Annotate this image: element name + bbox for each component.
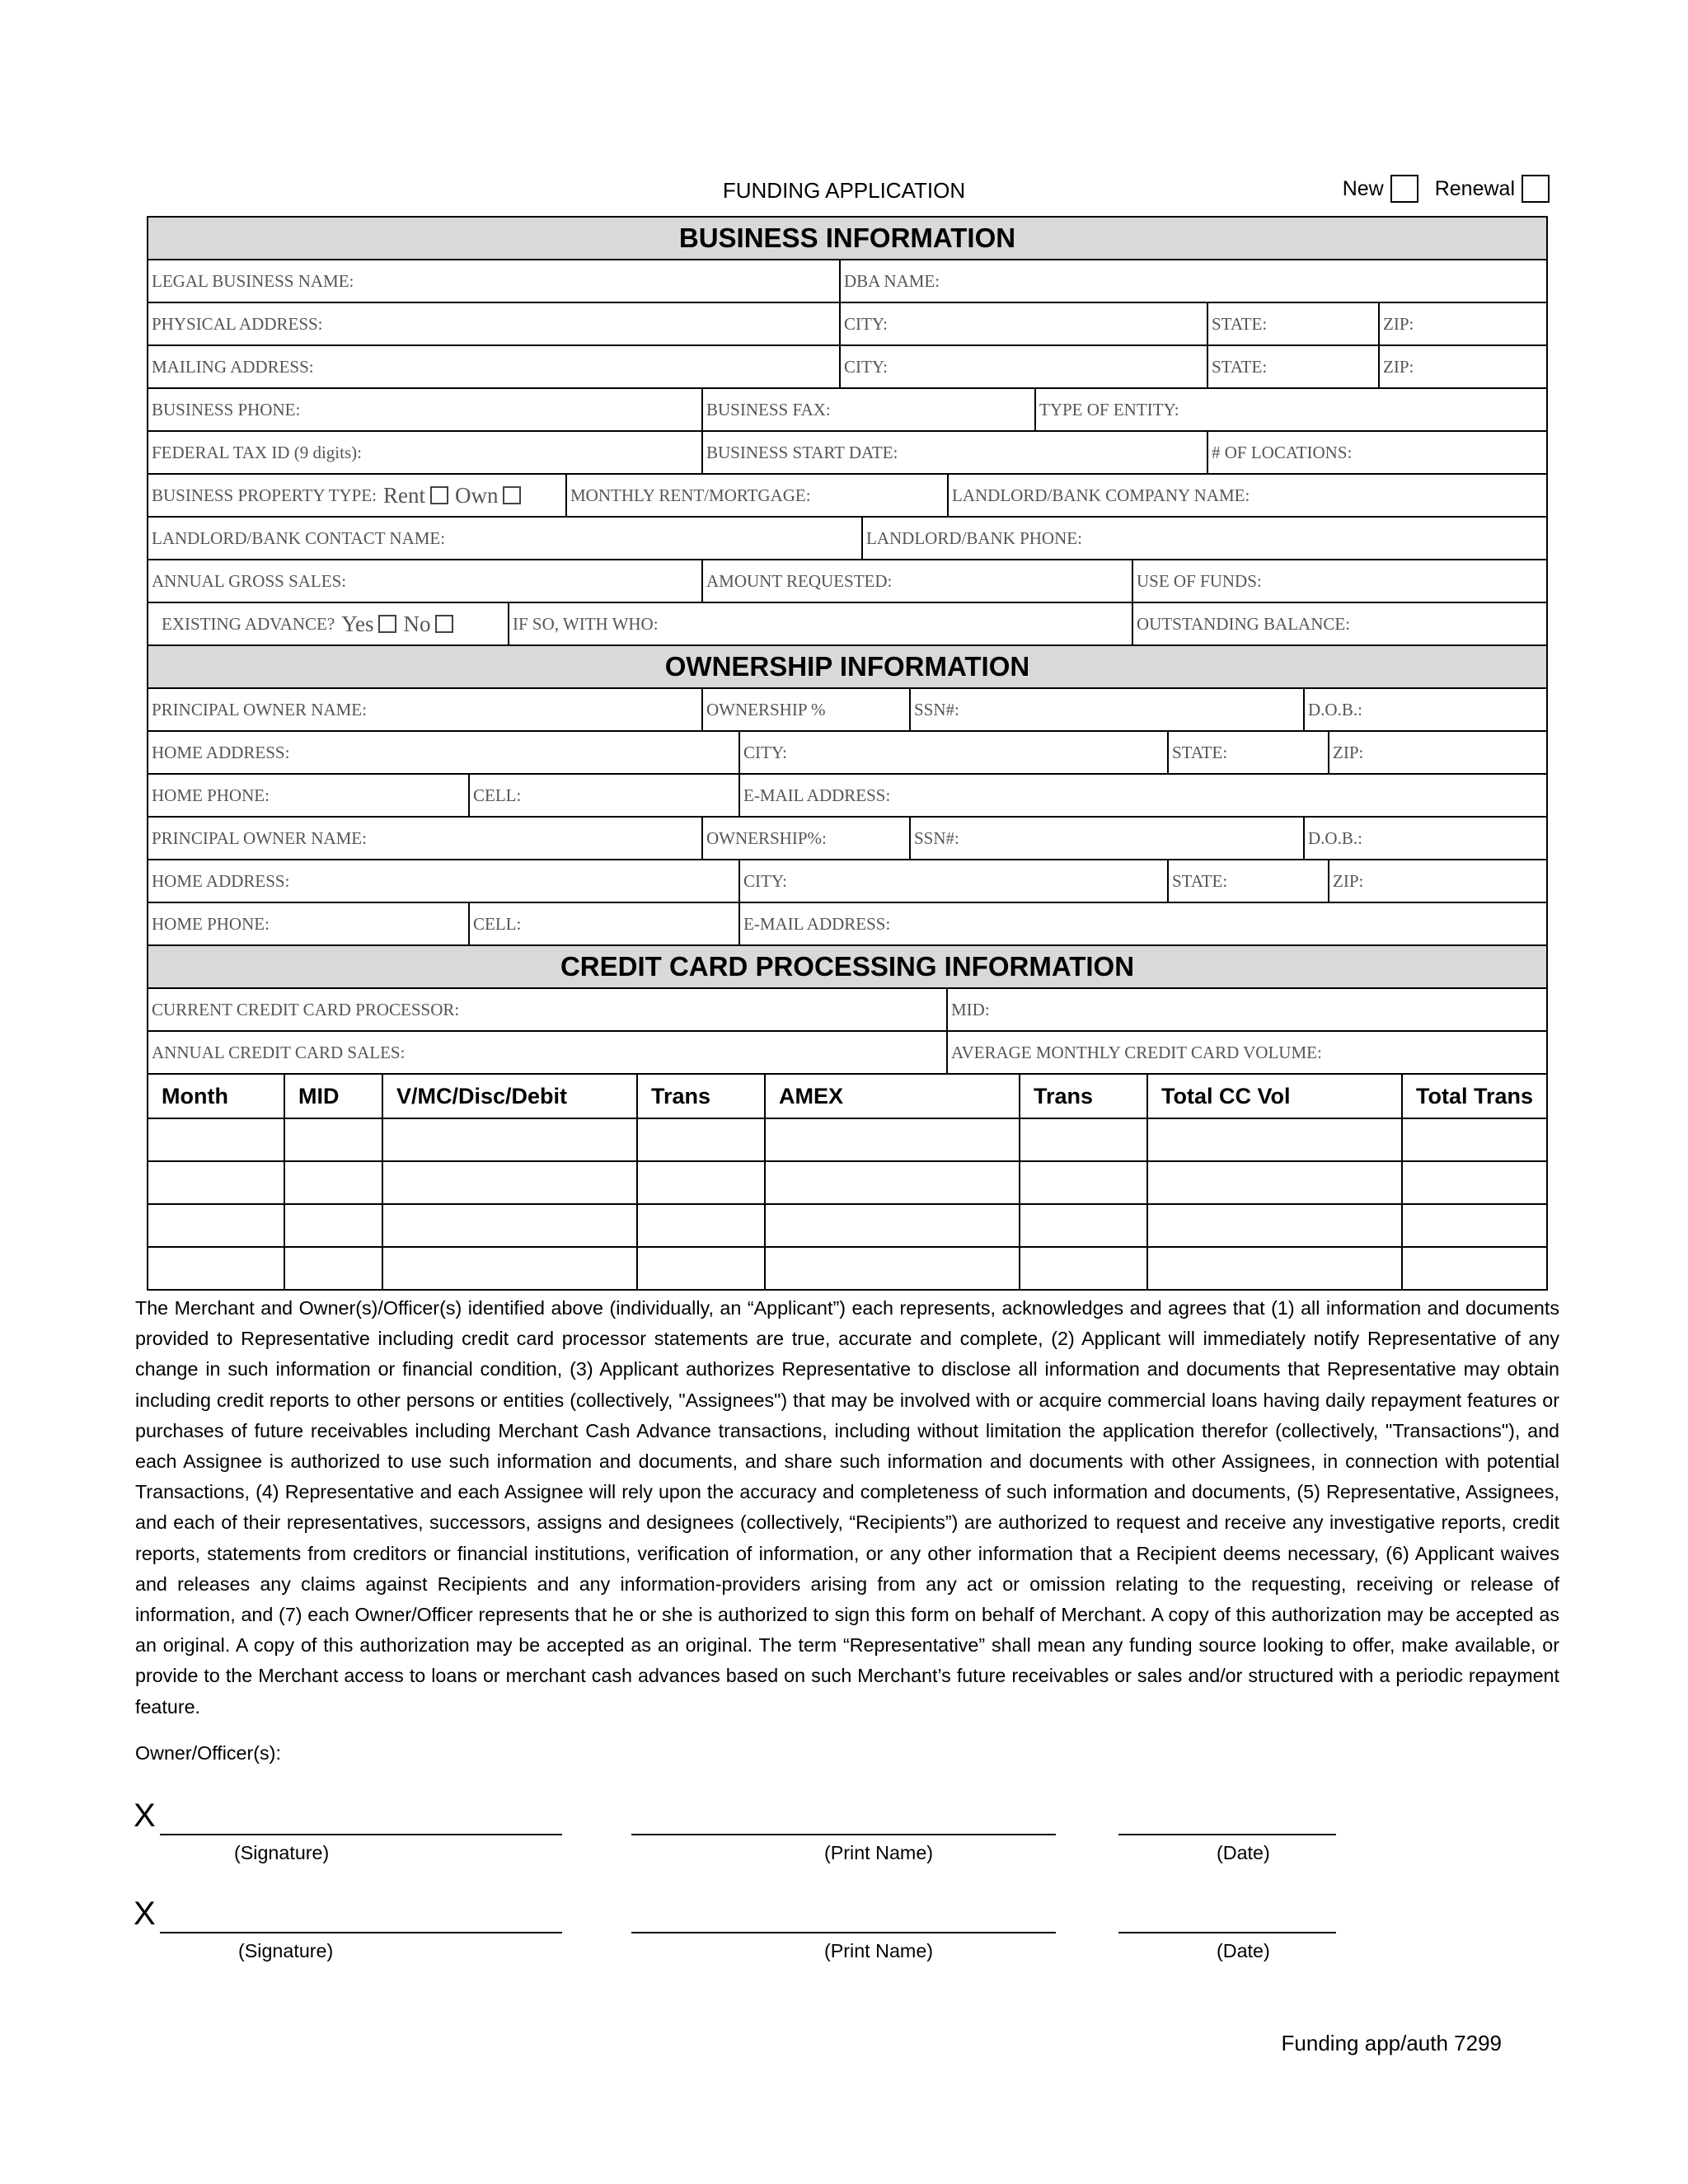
- rent-label: Rent: [382, 482, 425, 508]
- email-field-1[interactable]: E-MAIL ADDRESS:: [738, 775, 1546, 816]
- federal-tax-id-field[interactable]: FEDERAL TAX ID (9 digits):: [152, 442, 362, 462]
- table-cell[interactable]: [1019, 1248, 1146, 1289]
- yes-checkbox[interactable]: [378, 615, 396, 633]
- table-cell[interactable]: [636, 1248, 764, 1289]
- no-label: No: [403, 611, 431, 636]
- col-amex: AMEX: [764, 1075, 1019, 1118]
- table-cell[interactable]: [382, 1205, 636, 1246]
- landlord-company-field[interactable]: LANDLORD/BANK COMPANY NAME:: [947, 475, 1546, 516]
- cell-field-2[interactable]: CELL:: [468, 903, 738, 944]
- print-name-caption-2: (Print Name): [824, 1940, 934, 1961]
- table-cell[interactable]: [764, 1248, 1019, 1289]
- col-mid: MID: [284, 1075, 382, 1118]
- footer-form-code: Funding app/auth 7299: [1281, 2031, 1502, 2055]
- physical-state-field[interactable]: STATE:: [1207, 303, 1378, 344]
- home-phone-field-2[interactable]: HOME PHONE:: [152, 913, 270, 934]
- table-cell[interactable]: [636, 1119, 764, 1160]
- table-cell[interactable]: [764, 1119, 1019, 1160]
- processing-table: [148, 1073, 1546, 1291]
- table-cell[interactable]: [148, 1119, 284, 1160]
- table-cell[interactable]: [284, 1162, 382, 1203]
- principal-owner-name-field-2[interactable]: PRINCIPAL OWNER NAME:: [152, 827, 367, 848]
- mailing-zip-field[interactable]: ZIP:: [1378, 346, 1546, 387]
- date-line-1[interactable]: [1118, 1834, 1336, 1835]
- table-cell[interactable]: [148, 1205, 284, 1246]
- table-row: [148, 1118, 1546, 1160]
- existing-advance-field: [148, 603, 508, 644]
- table-cell[interactable]: [382, 1248, 636, 1289]
- table-cell[interactable]: [382, 1162, 636, 1203]
- dba-name-field[interactable]: DBA NAME:: [839, 260, 1546, 302]
- table-cell[interactable]: [636, 1205, 764, 1246]
- table-cell[interactable]: [764, 1162, 1019, 1203]
- date-line-2[interactable]: [1118, 1932, 1336, 1933]
- table-cell[interactable]: [1019, 1162, 1146, 1203]
- city-field-1[interactable]: CITY:: [738, 732, 1167, 773]
- renewal-label: Renewal: [1434, 176, 1515, 200]
- mailing-address-field[interactable]: MAILING ADDRESS:: [152, 356, 314, 377]
- dob-field-2[interactable]: D.O.B.:: [1303, 818, 1546, 859]
- city-field-2[interactable]: CITY:: [738, 860, 1167, 902]
- signature-caption-1: (Signature): [234, 1842, 330, 1863]
- signature-x-mark-1: X: [134, 1797, 156, 1834]
- property-type-label: BUSINESS PROPERTY TYPE:: [152, 485, 377, 505]
- table-cell[interactable]: [1019, 1119, 1146, 1160]
- table-cell[interactable]: [148, 1162, 284, 1203]
- zip-field-1[interactable]: ZIP:: [1328, 732, 1546, 773]
- state-field-2[interactable]: STATE:: [1167, 860, 1328, 902]
- num-locations-field[interactable]: # OF LOCATIONS:: [1207, 432, 1546, 473]
- ownership-pct-field-2[interactable]: OWNERSHIP%:: [701, 818, 909, 859]
- table-row: [148, 1203, 1546, 1246]
- table-cell[interactable]: [1401, 1162, 1546, 1203]
- landlord-contact-field[interactable]: LANDLORD/BANK CONTACT NAME:: [152, 527, 446, 548]
- landlord-phone-field[interactable]: LANDLORD/BANK PHONE:: [861, 518, 1546, 559]
- dob-field-1[interactable]: D.O.B.:: [1303, 689, 1546, 730]
- annual-cc-sales-field[interactable]: ANNUAL CREDIT CARD SALES:: [152, 1042, 406, 1062]
- table-cell[interactable]: [284, 1205, 382, 1246]
- business-fax-field[interactable]: BUSINESS FAX:: [701, 389, 1034, 430]
- signature-line-2[interactable]: [160, 1932, 562, 1933]
- print-name-caption-1: (Print Name): [824, 1842, 934, 1863]
- state-field-1[interactable]: STATE:: [1167, 732, 1328, 773]
- print-name-line-1[interactable]: [631, 1834, 1056, 1835]
- own-label: Own: [454, 482, 499, 508]
- ssn-field-2[interactable]: SSN#:: [909, 818, 1303, 859]
- physical-address-field[interactable]: PHYSICAL ADDRESS:: [152, 313, 323, 334]
- legal-business-name-field[interactable]: LEGAL BUSINESS NAME:: [152, 270, 354, 291]
- table-cell[interactable]: [1146, 1162, 1401, 1203]
- col-trans-1: Trans: [636, 1075, 764, 1118]
- table-cell[interactable]: [148, 1248, 284, 1289]
- yes-label: Yes: [341, 611, 374, 636]
- type-of-entity-field[interactable]: TYPE OF ENTITY:: [1034, 389, 1546, 430]
- table-row: [148, 1246, 1546, 1289]
- col-total-cc-vol: Total CC Vol: [1146, 1075, 1401, 1118]
- physical-city-field[interactable]: CITY:: [839, 303, 1207, 344]
- avg-monthly-volume-field[interactable]: AVERAGE MONTHLY CREDIT CARD VOLUME:: [946, 1032, 1546, 1073]
- col-month: Month: [162, 1083, 228, 1108]
- table-cell[interactable]: [1146, 1248, 1401, 1289]
- physical-zip-field[interactable]: ZIP:: [1378, 303, 1546, 344]
- table-cell[interactable]: [1146, 1205, 1401, 1246]
- col-trans-2: Trans: [1019, 1075, 1146, 1118]
- cell-field-1[interactable]: CELL:: [468, 775, 738, 816]
- form-title: FUNDING APPLICATION: [722, 178, 966, 203]
- owner-officer-label: Owner/Officer(s):: [135, 1742, 281, 1764]
- processing-table-header: [148, 1075, 1546, 1118]
- home-address-field-1[interactable]: HOME ADDRESS:: [152, 742, 290, 762]
- authorization-text: The Merchant and Owner(s)/Officer(s) identified above (individually, an “Applicant”) each represents, acknowledges and agrees that (1) all information and documents provided to Representative including credit card processor statements are true, accurate and complete, (2) Applicant will immediately notify Representative of any change in such information or financial condition, (3) Applicant authorizes Representative to disclose all information and documents that Representative may obtain including credit reports to other persons or entities (collectively, "Assignees") that may be involved with or acquire commercial loans having daily repayment features or purchases of future receivables including Merchant Cash Advance transactions, including without limitation the application therefor (collectively, "Transactions"), and each Assignee is authorized to use such information and documents, and share such information and documents with other Assignees, in connection with potential Transactions, (4) Representative and each Assignee will rely upon the accuracy and completeness of such information and documents, (5) Representative, Assignees, and each of their representatives, successors, assigns and designees (collectively, “Recipients”) are authorized to request and receive any investigative reports, credit reports, statements from creditors or financial institutions, verification of information, or any other information that a Recipient deems necessary, (6) Applicant waives and releases any claims against Recipients and any information-providers arising from any act or omission relating to the requesting, receiving or release of information, and (7) each Owner/Officer represents that he or she is authorized to sign this form on behalf of Merchant. A copy of this authorization may be accepted as an original. A copy of this authorization may be accepted as an original. The term “Representative” shall mean any funding source looking to offer, make available, or provide to the Merchant access to loans or merchant cash advances based on such Merchant’s future receivables or sales and/or structured with a periodic repayment feature.: [135, 1297, 1559, 1718]
- rent-checkbox[interactable]: [430, 486, 448, 504]
- table-cell[interactable]: [1401, 1248, 1546, 1289]
- table-cell[interactable]: [284, 1119, 382, 1160]
- ownership-pct-field-1[interactable]: OWNERSHIP %: [701, 689, 909, 730]
- table-cell[interactable]: [1401, 1205, 1546, 1246]
- business-start-date-field[interactable]: BUSINESS START DATE:: [701, 432, 1207, 473]
- ssn-field-1[interactable]: SSN#:: [909, 689, 1303, 730]
- signature-x-mark-2: X: [134, 1896, 156, 1932]
- mailing-city-field[interactable]: CITY:: [839, 346, 1207, 387]
- annual-gross-sales-field[interactable]: ANNUAL GROSS SALES:: [152, 570, 347, 591]
- new-checkbox[interactable]: [1390, 175, 1418, 203]
- existing-advance-label: EXISTING ADVANCE?: [162, 613, 335, 634]
- table-cell[interactable]: [636, 1162, 764, 1203]
- table-cell[interactable]: [1401, 1119, 1546, 1160]
- credit-card-heading: CREDIT CARD PROCESSING INFORMATION: [148, 944, 1546, 987]
- table-cell[interactable]: [764, 1205, 1019, 1246]
- renewal-checkbox[interactable]: [1522, 175, 1550, 203]
- table-row: [148, 1160, 1546, 1203]
- signature-line-1[interactable]: [160, 1834, 562, 1835]
- current-processor-field[interactable]: CURRENT CREDIT CARD PROCESSOR:: [152, 999, 460, 1019]
- principal-owner-name-field-1[interactable]: PRINCIPAL OWNER NAME:: [152, 699, 367, 719]
- table-cell[interactable]: [284, 1248, 382, 1289]
- table-cell[interactable]: [1146, 1119, 1401, 1160]
- new-renewal-selector: [1343, 175, 1550, 203]
- monthly-rent-field[interactable]: MONTHLY RENT/MORTGAGE:: [565, 475, 947, 516]
- print-name-line-2[interactable]: [631, 1932, 1056, 1933]
- email-field-2[interactable]: E-MAIL ADDRESS:: [738, 903, 1546, 944]
- mid-field[interactable]: MID:: [946, 989, 1546, 1030]
- outstanding-balance-field[interactable]: OUTSTANDING BALANCE:: [1132, 603, 1546, 644]
- no-checkbox[interactable]: [435, 615, 453, 633]
- mailing-state-field[interactable]: STATE:: [1207, 346, 1378, 387]
- if-so-with-who-field[interactable]: IF SO, WITH WHO:: [508, 603, 1132, 644]
- ownership-information-heading: OWNERSHIP INFORMATION: [148, 644, 1546, 687]
- amount-requested-field[interactable]: AMOUNT REQUESTED:: [701, 560, 1132, 602]
- property-type-field: [148, 475, 565, 516]
- date-caption-1: (Date): [1217, 1842, 1270, 1863]
- own-checkbox[interactable]: [503, 486, 521, 504]
- home-address-field-2[interactable]: HOME ADDRESS:: [152, 870, 290, 891]
- application-form: [147, 216, 1548, 1291]
- date-caption-2: (Date): [1217, 1940, 1270, 1961]
- col-total-trans: Total Trans: [1401, 1075, 1546, 1118]
- table-cell[interactable]: [382, 1119, 636, 1160]
- business-phone-field[interactable]: BUSINESS PHONE:: [152, 399, 301, 419]
- home-phone-field-1[interactable]: HOME PHONE:: [152, 785, 270, 805]
- use-of-funds-field[interactable]: USE OF FUNDS:: [1132, 560, 1546, 602]
- col-vmc: V/MC/Disc/Debit: [382, 1075, 636, 1118]
- business-information-heading: BUSINESS INFORMATION: [148, 216, 1546, 259]
- new-label: New: [1342, 176, 1384, 200]
- signature-caption-2: (Signature): [238, 1940, 334, 1961]
- zip-field-2[interactable]: ZIP:: [1328, 860, 1546, 902]
- table-cell[interactable]: [1019, 1205, 1146, 1246]
